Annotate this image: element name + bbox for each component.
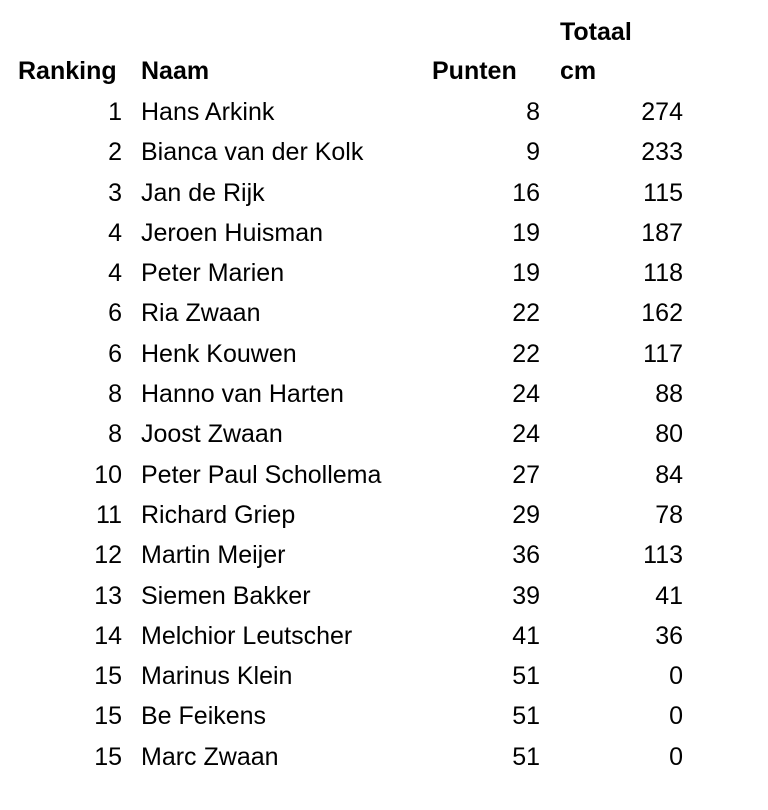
table-row (0, 294, 768, 334)
cell-totaal-cm: 36 (655, 621, 683, 650)
cell-totaal-cm: 162 (641, 299, 683, 328)
cell-naam: Hanno van Harten (141, 380, 344, 409)
table-body (0, 93, 768, 778)
cell-ranking: 15 (94, 742, 122, 771)
cell-punten: 22 (512, 339, 540, 368)
cell-totaal-cm: 187 (641, 218, 683, 247)
cell-totaal-cm: 41 (655, 581, 683, 610)
table-row (0, 415, 768, 455)
cell-totaal-cm: 80 (655, 420, 683, 449)
cell-punten: 51 (512, 662, 540, 691)
cell-punten: 9 (526, 138, 540, 167)
table-row (0, 133, 768, 173)
cell-ranking: 3 (108, 178, 122, 207)
cell-punten: 16 (512, 178, 540, 207)
table-row (0, 335, 768, 375)
cell-naam: Bianca van der Kolk (141, 138, 364, 167)
cell-punten: 39 (512, 581, 540, 610)
cell-naam: Melchior Leutscher (141, 621, 353, 650)
cell-ranking: 15 (94, 702, 122, 731)
cell-ranking: 4 (108, 259, 122, 288)
header-ranking: Ranking (18, 57, 117, 85)
cell-punten: 51 (512, 742, 540, 771)
cell-naam: Siemen Bakker (141, 581, 311, 610)
cell-ranking: 11 (96, 500, 122, 529)
cell-totaal-cm: 0 (669, 742, 683, 771)
table-row (0, 617, 768, 657)
header-naam: Naam (141, 57, 210, 85)
header-punten: Punten (432, 57, 517, 85)
cell-totaal-cm: 113 (643, 541, 683, 570)
cell-punten: 8 (526, 98, 540, 126)
cell-punten: 41 (512, 621, 540, 650)
cell-naam: Peter Paul Schollema (141, 460, 382, 489)
table-row (0, 375, 768, 415)
cell-ranking: 14 (94, 621, 122, 650)
cell-totaal-cm: 117 (643, 339, 683, 368)
cell-naam: Marc Zwaan (141, 742, 279, 771)
cell-naam: Hans Arkink (141, 98, 275, 126)
cell-totaal-cm: 115 (643, 178, 683, 207)
cell-punten: 19 (512, 259, 540, 288)
header-cm: cm (560, 57, 597, 85)
cell-totaal-cm: 88 (655, 380, 683, 409)
table-row (0, 738, 768, 778)
cell-naam: Be Feikens (141, 702, 267, 731)
cell-naam: Ria Zwaan (141, 299, 261, 328)
header-totaal: Totaal (560, 18, 632, 46)
cell-punten: 24 (512, 380, 540, 409)
cell-naam: Richard Griep (141, 500, 296, 529)
cell-naam: Jeroen Huisman (141, 218, 324, 247)
cell-totaal-cm: 0 (669, 662, 683, 691)
table-row (0, 496, 768, 536)
table-row (0, 214, 768, 254)
cell-naam: Martin Meijer (141, 541, 286, 570)
cell-totaal-cm: 274 (641, 98, 683, 126)
cell-ranking: 2 (108, 138, 122, 167)
cell-ranking: 8 (108, 420, 122, 449)
cell-naam: Joost Zwaan (141, 420, 283, 449)
cell-ranking: 4 (108, 218, 122, 247)
cell-naam: Marinus Klein (141, 662, 293, 691)
cell-ranking: 10 (94, 460, 122, 489)
cell-naam: Henk Kouwen (141, 339, 297, 368)
cell-ranking: 1 (108, 98, 122, 126)
cell-totaal-cm: 78 (655, 500, 683, 529)
cell-punten: 36 (512, 541, 540, 570)
cell-punten: 19 (512, 218, 540, 247)
table-row (0, 174, 768, 214)
table-row (0, 456, 768, 496)
cell-ranking: 6 (108, 339, 122, 368)
table-row (0, 577, 768, 617)
cell-ranking: 6 (108, 299, 122, 328)
table-row (0, 536, 768, 576)
cell-ranking: 15 (94, 662, 122, 691)
table-row (0, 93, 768, 133)
cell-totaal-cm: 84 (655, 460, 683, 489)
cell-naam: Peter Marien (141, 259, 285, 288)
cell-totaal-cm: 0 (669, 702, 683, 731)
cell-totaal-cm: 233 (641, 138, 683, 167)
cell-punten: 51 (512, 702, 540, 731)
table-row (0, 254, 768, 294)
cell-ranking: 12 (94, 541, 122, 570)
table-row (0, 697, 768, 737)
cell-ranking: 13 (94, 581, 122, 610)
cell-naam: Jan de Rijk (141, 178, 265, 207)
cell-ranking: 8 (108, 380, 122, 409)
cell-punten: 29 (512, 500, 540, 529)
cell-punten: 22 (512, 299, 540, 328)
table-row (0, 657, 768, 697)
cell-punten: 24 (512, 420, 540, 449)
cell-punten: 27 (512, 460, 540, 489)
cell-totaal-cm: 118 (643, 259, 683, 288)
